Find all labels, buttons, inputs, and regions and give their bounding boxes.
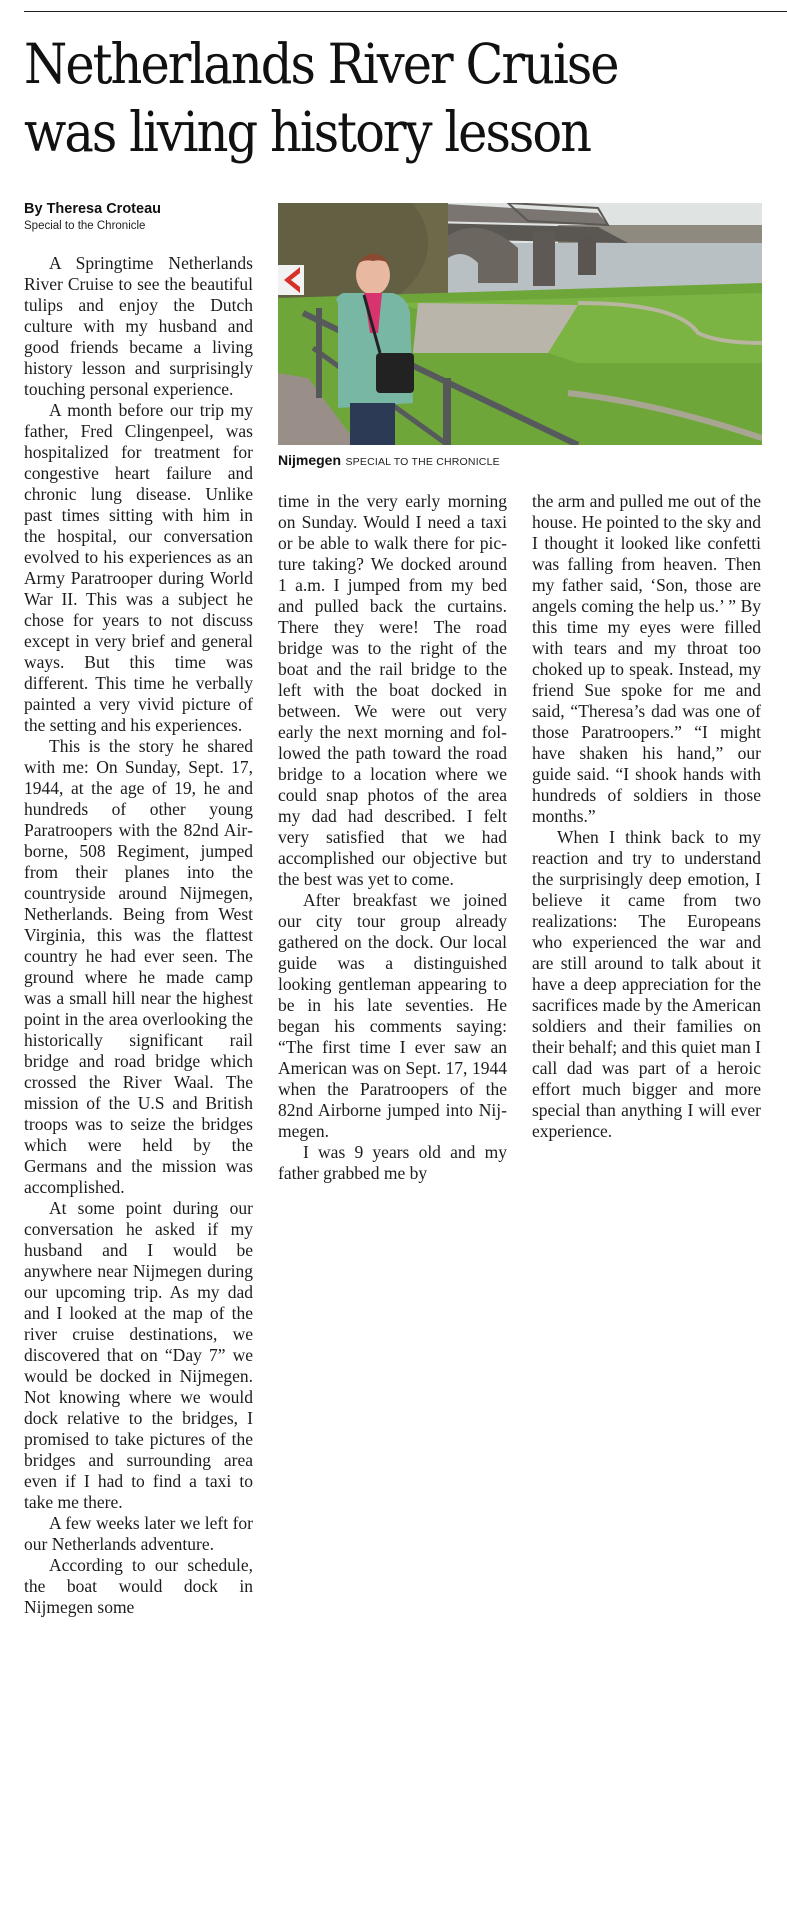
paragraph: When I think back to my reaction and try to understand the surprisingly deep emotion, I believe it came from two realizations: The Europeans who experienced the war and are still around to talk about it have a deep appreciation for the sacrifices made by the American soldiers and their families on their behalf; and this quiet man I call dad was part of a heroic effort much bigger and more special than anything I will ever experience. — [532, 827, 761, 1141]
paragraph: A Springtime Netherlands River Cruise to see the beautiful tulips and enjoy the Dutch culture with my husband and good friends became a living history lesson and surprisingly touching personal experience. — [24, 253, 253, 399]
paragraph: the arm and pulled me out of the house. He pointed to the sky and I thought it looked like confetti was falling from heaven. Then my father said, ‘Son, those are angels coming the help us.’ ” By this time my eyes were filled with tears and my throat too choked up to speak. Instead, my friend Sue spoke for me and said, “Theresa’s dad was one of those Paratroopers.” “I might have shaken his hand,” our guide said. “I shook hands with hundreds of soldiers in those months.” — [532, 491, 761, 826]
paragraph: This is the story he shared with me: On Sunday, Sept. 17, 1944, at the age of 19, he and hundreds of other young Paratroopers with the 82nd Airborne, 508 Regiment, jumped from their planes into the countryside around Nijmegen, Netherlands. Being from West Virginia, this was the flattest country he had ever seen. The ground where he made camp was a small hill near the highest point in the area overlooking the historically significant rail bridge and road bridge which crossed the River Waal. The mission of the U.S and British troops was to seize the bridges which were held by the Germans and the mission was accomplished. — [24, 736, 253, 1197]
paragraph: After breakfast we joined our city tour group already gathered on the dock. Our local guide was a distinguished looking gentleman appearing to be in his late seventies. He began his comments saying: “The first time I ever saw an American was on Sept. 17, 1944 when the Paratroopers of the 82nd Airborne jumped into Nijmegen. — [278, 890, 507, 1141]
caption-place: Nijmegen — [278, 452, 342, 468]
paragraph: A few weeks later we left for our Netherlands adventure. — [24, 1513, 253, 1554]
article-photo — [278, 203, 762, 445]
photo-caption — [278, 452, 500, 470]
headline-line-1: Netherlands River Cruise — [24, 32, 618, 96]
headline — [24, 30, 708, 166]
byline — [24, 200, 161, 234]
article-column-1 — [24, 253, 253, 1618]
paragraph: According to our schedule, the boat would dock in Nijmegen some — [24, 1555, 253, 1617]
top-rule — [24, 11, 787, 12]
author-name: By Theresa Croteau — [24, 201, 161, 217]
paragraph: A month before our trip my father, Fred Clingenpeel, was hospitalized for treatment for congestive heart failure and chronic lung disease. Unlike past times sitting with him in the hospital, our conversation evolved to his experiences as an Army Paratrooper during World War II. This was a subject he chose for years to not discuss except in very brief and general ways. But this time was different. This time he verbally painted a very vivid picture of the setting and his experiences. — [24, 400, 253, 735]
paragraph: time in the very early morning on Sunday. Would I need a taxi or be able to walk there for picture taking? We docked around 1 a.m. I jumped from my bed and pulled back the curtains. There they were! The road bridge was to the right of the boat and the rail bridge to the left with the boat docked in between. We were out very early the next morning and followed the path toward the road bridge to a location where we could snap photos of the area my dad had described. I felt very satisfied that we had accomplished our objective but the best was yet to come. — [278, 491, 507, 889]
author-credit: Special to the Chronicle — [24, 220, 146, 232]
paragraph: At some point during our conversation he asked if my husband and I would be anywhere near Nijmegen during our upcoming trip. As my dad and I looked at the map of the river cruise destinations, we discovered that on “Day 7” we would be docked in Nijmegen. Not knowing where we would dock relative to the bridges, I promised to take pictures of the bridges and surrounding area even if I had to find a taxi to take me there. — [24, 1198, 253, 1512]
paragraph: I was 9 years old and my father grabbed me by — [278, 1142, 507, 1183]
article-column-3 — [532, 491, 761, 1142]
article-column-2 — [278, 491, 507, 1184]
headline-line-2: was living history lesson — [24, 100, 591, 164]
photo-image — [278, 203, 762, 445]
caption-credit: SPECIAL TO THE CHRONICLE — [345, 456, 500, 468]
